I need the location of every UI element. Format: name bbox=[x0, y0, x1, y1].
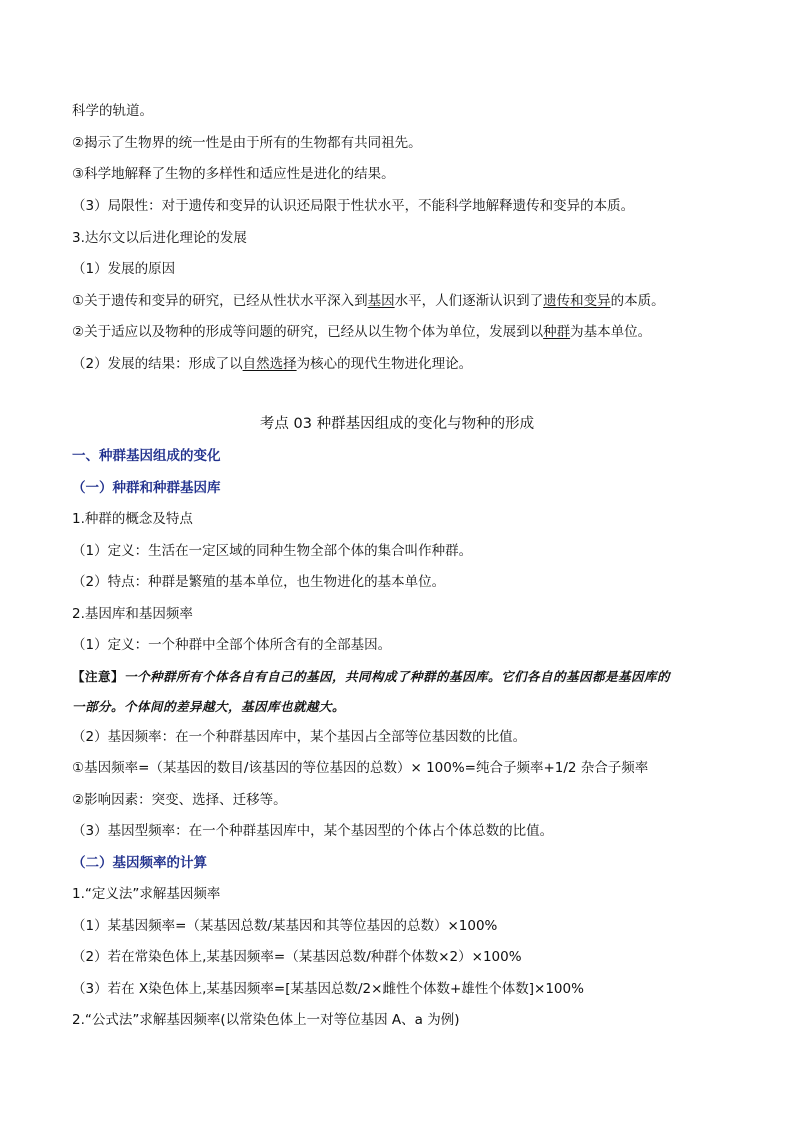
text-line bbox=[72, 291, 734, 311]
text-fragment: （2）发展的结果：形成了以 bbox=[72, 356, 243, 372]
text-line: （1）定义：生活在一定区域的同种生物全部个体的集合叫作种群。 bbox=[72, 543, 473, 559]
text-line: 3.达尔文以后进化理论的发展 bbox=[72, 230, 247, 246]
underlined-term: 基因 bbox=[367, 293, 395, 309]
text-line: 1.种群的概念及特点 bbox=[72, 511, 193, 527]
text-line: （1）发展的原因 bbox=[72, 261, 176, 277]
text-line: （3）局限性：对于遗传和变异的认识还局限于性状水平，不能科学地解释遗传和变异的本质。 bbox=[72, 198, 635, 214]
text-fragment: 水平，人们逐渐认识到了 bbox=[394, 293, 544, 309]
underlined-term: 自然选择 bbox=[242, 356, 297, 372]
text-line: 2.“公式法”求解基因频率(以常染色体上一对等位基因 A、a 为例) bbox=[72, 1012, 460, 1028]
text-line: 2.基因库和基因频率 bbox=[72, 606, 193, 622]
text-line: ③科学地解释了生物的多样性和适应性是进化的结果。 bbox=[72, 166, 395, 182]
text-line: ②揭示了生物界的统一性是由于所有的生物都有共同祖先。 bbox=[72, 135, 422, 151]
section-title: 考点 03 种群基因组成的变化与物种的形成 bbox=[259, 416, 535, 432]
text-line: （2）特点：种群是繁殖的基本单位，也生物进化的基本单位。 bbox=[72, 574, 446, 590]
note-tag: 【注意】 bbox=[72, 669, 125, 684]
text-line: ②影响因素：突变、选择、迁移等。 bbox=[72, 792, 287, 808]
text-line: 1.“定义法”求解基因频率 bbox=[72, 886, 221, 902]
text-fragment: ①关于遗传和变异的研究，已经从性状水平深入到 bbox=[72, 293, 368, 309]
underlined-term: 种群 bbox=[543, 324, 571, 340]
heading-level-2: （一）种群和种群基因库 bbox=[72, 480, 221, 496]
text-fragment: 为核心的现代生物进化理论。 bbox=[296, 356, 473, 372]
note-text: 一个种群所有个体各自有自己的基因，共同构成了种群的基因库。它们各自的基因都是基因库的 bbox=[124, 669, 671, 684]
formula-line: （1）某基因频率=（某基因总数/某基因和其等位基因的总数）×100% bbox=[72, 918, 498, 934]
text-fragment: 为基本单位。 bbox=[570, 324, 652, 340]
text-fragment: ②关于适应以及物种的形成等问题的研究，已经从以生物个体为单位，发展到以 bbox=[72, 324, 544, 340]
text-line bbox=[72, 354, 734, 374]
text-line: （3）基因型频率：在一个种群基因库中，某个基因型的个体占个体总数的比值。 bbox=[72, 823, 554, 839]
formula-line: （3）若在 X染色体上,某基因频率=[某基因总数/2×雌性个体数+雄性个体数]×100% bbox=[72, 981, 584, 997]
formula-line: （2）若在常染色体上,某基因频率=（某基因总数/种群个体数×2）×100% bbox=[72, 949, 522, 965]
heading-level-2: （二）基因频率的计算 bbox=[72, 855, 207, 871]
text-fragment: 的本质。 bbox=[610, 293, 665, 309]
text-line: （2）基因频率：在一个种群基因库中，某个基因占全部等位基因数的比值。 bbox=[72, 729, 527, 745]
text-line: （1）定义：一个种群中全部个体所含有的全部基因。 bbox=[72, 637, 392, 653]
underlined-term: 遗传和变异 bbox=[543, 293, 611, 309]
text-line: 科学的轨道。 bbox=[72, 103, 153, 119]
formula-line: ①基因频率=（某基因的数目/该基因的等位基因的总数）× 100%=纯合子频率+1/2 杂合子频率 bbox=[72, 760, 649, 776]
text-line bbox=[72, 322, 734, 342]
note-line: 一部分。个体间的差异越大，基因库也就越大。 bbox=[72, 699, 346, 714]
note-line bbox=[72, 667, 734, 687]
heading-level-1: 一、种群基因组成的变化 bbox=[72, 448, 221, 464]
